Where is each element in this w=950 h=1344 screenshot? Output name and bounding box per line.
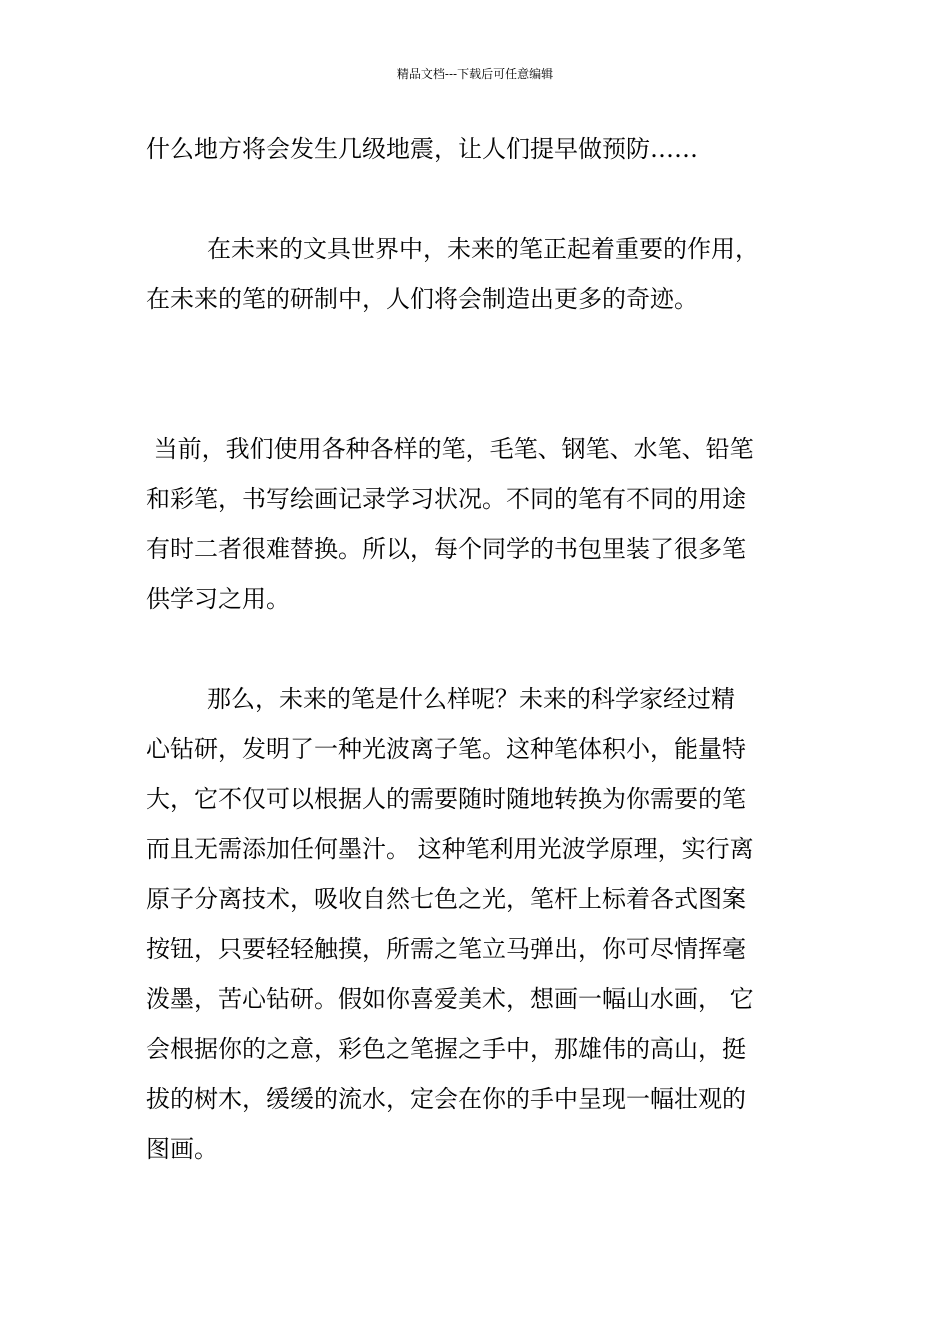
paragraph-3-line-3: 有时二者很难替换。所以，每个同学的书包里装了很多笔	[146, 535, 746, 563]
paragraph-4-line-10: 图画。	[146, 1135, 218, 1163]
paragraph-2-line-1: 在未来的文具世界中，未来的笔正起着重要的作用，	[146, 235, 760, 263]
paragraph-4-line-3: 大，它不仅可以根据人的需要随时随地转换为你需要的笔	[146, 785, 746, 813]
paragraph-1-line-1: 什么地方将会发生几级地震，让人们提早做预防……	[146, 135, 698, 163]
paragraph-2-line-2: 在未来的笔的研制中，人们将会制造出更多的奇迹。	[146, 285, 698, 313]
paragraph-3-line-4: 供学习之用。	[146, 585, 290, 613]
paragraph-4-line-4: 而且无需添加任何墨汁。 这种笔利用光波学原理，实行离	[146, 835, 754, 863]
page-header: 精品文档---下载后可任意编辑	[396, 67, 554, 81]
paragraph-3-line-2: 和彩笔，书写绘画记录学习状况。不同的笔有不同的用途	[146, 485, 746, 513]
paragraph-4-line-2: 心钻研，发明了一种光波离子笔。这种笔体积小，能量特	[146, 735, 746, 763]
paragraph-4-line-9: 拔的树木，缓缓的流水，定会在你的手中呈现一幅壮观的	[146, 1085, 746, 1113]
paragraph-4-line-1: 那么，未来的笔是什么样呢？未来的科学家经过精	[146, 685, 736, 713]
paragraph-4-line-6: 按钮，只要轻轻触摸，所需之笔立马弹出，你可尽情挥毫	[146, 935, 746, 963]
paragraph-4-line-8: 会根据你的之意，彩色之笔握之手中，那雄伟的高山，挺	[146, 1035, 746, 1063]
paragraph-3-line-1: 当前，我们使用各种各样的笔，毛笔、钢笔、水笔、铅笔	[146, 435, 754, 463]
paragraph-4-line-5: 原子分离技术，吸收自然七色之光，笔杆上标着各式图案	[146, 885, 746, 913]
paragraph-4-line-7: 泼墨，苦心钻研。假如你喜爱美术，想画一幅山水画， 它	[146, 985, 754, 1013]
